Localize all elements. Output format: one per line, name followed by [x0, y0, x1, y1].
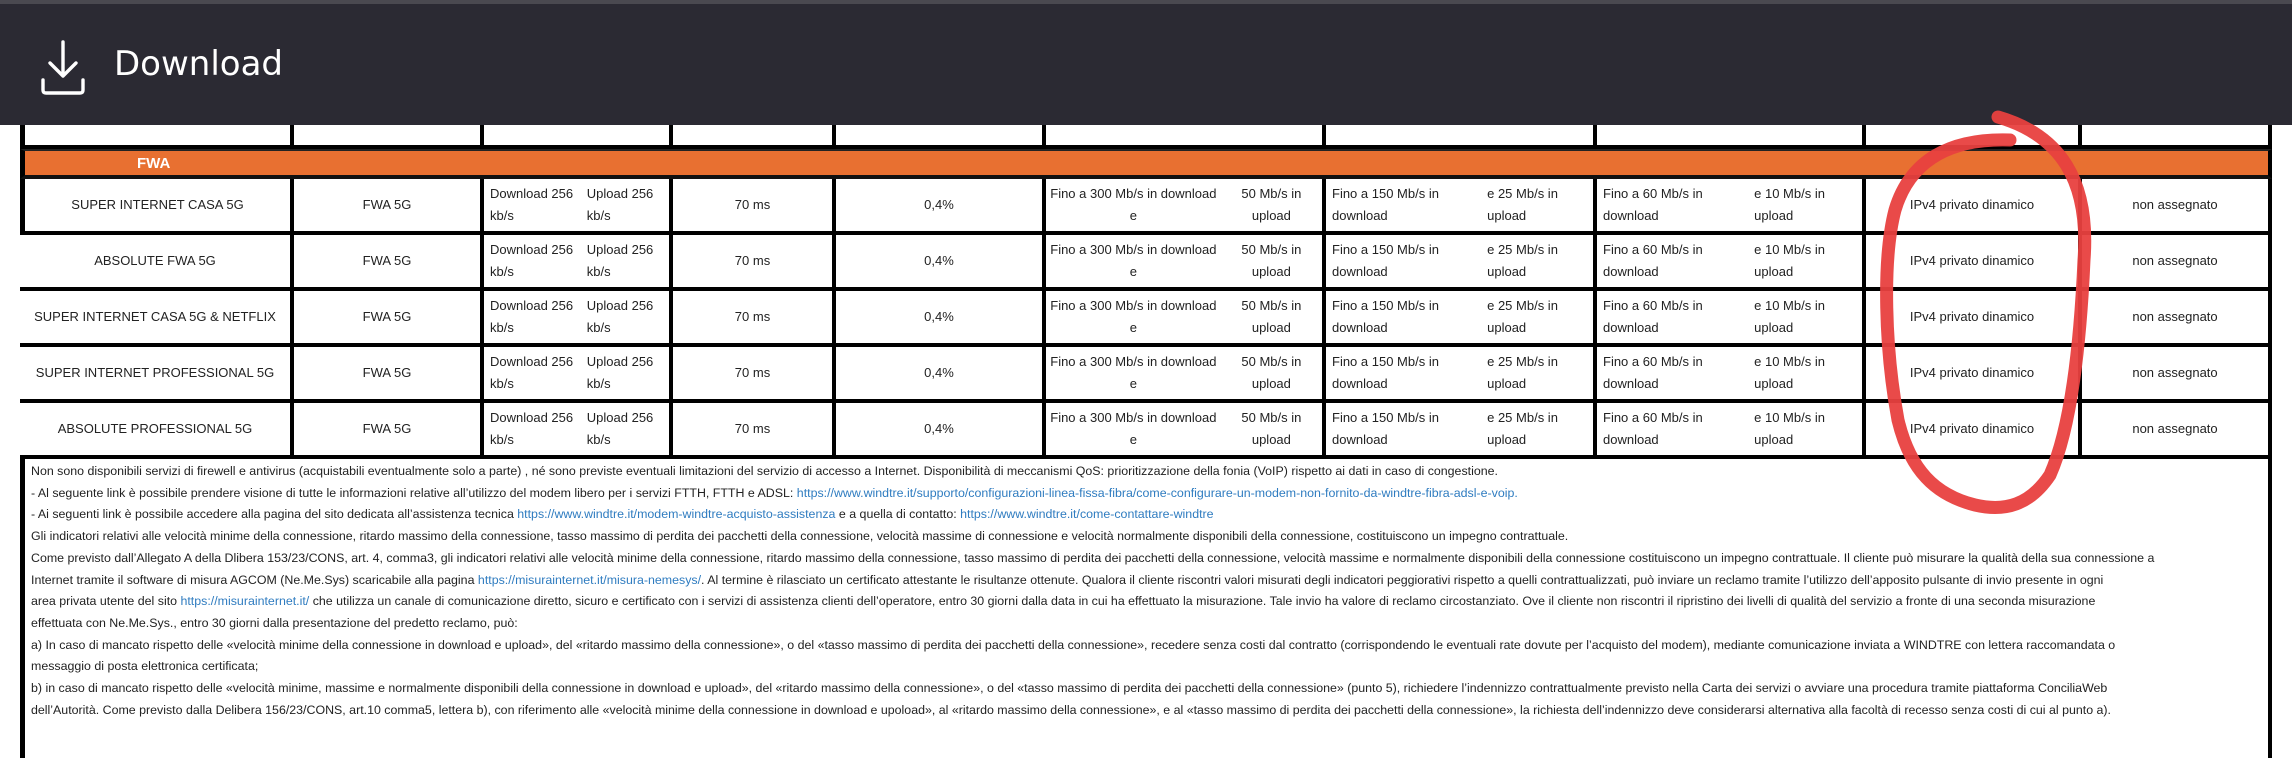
- note-text: - Al seguente link è possibile prendere visione di tutte le informazioni relative all’utilizzo del modem libero per i servizi FTTH, FTTH e ADSL:: [31, 485, 797, 500]
- offer-name-cell: [20, 347, 294, 403]
- cell-text: IPv4 privato dinamico: [1909, 253, 2035, 268]
- ip-type-cell: [1866, 403, 2082, 459]
- packet-loss-cell: [836, 291, 1046, 347]
- packet-loss-cell: [836, 347, 1046, 403]
- min-speed-cell: [484, 179, 673, 235]
- note-line: effettuata con Ne.Me.Sys., entro 30 giorni dalla presentazione del predetto reclamo, può:: [31, 615, 518, 630]
- cell-text: Upload 256 kb/s: [586, 186, 654, 223]
- cell-text: 0,4%: [924, 253, 954, 268]
- misurainternet-link[interactable]: https://misurainternet.it/: [180, 594, 310, 609]
- delay-cell: [673, 403, 836, 459]
- cell-text: 0,4%: [924, 365, 954, 380]
- section-header-fwa: [20, 149, 2272, 179]
- cell-text: e 10 Mb/s in upload: [1754, 298, 1825, 335]
- delay-cell: [673, 235, 836, 291]
- cell-text: 50 Mb/s in upload: [1241, 242, 1302, 279]
- ip-type-cell: [1866, 179, 2082, 235]
- cell-text: Fino a 300 Mb/s in download e: [1050, 354, 1217, 391]
- cell-text: Download 256 kb/s: [490, 186, 574, 223]
- cell-text: e 25 Mb/s in upload: [1487, 410, 1558, 447]
- cell-text: 70 ms: [734, 253, 771, 268]
- download-bar: [0, 0, 2292, 125]
- cell-text: 0,4%: [924, 309, 954, 324]
- offer-name-cell: [20, 291, 294, 347]
- cell-text: non assegnato: [2132, 197, 2218, 212]
- offer-name-cell: [20, 235, 294, 291]
- cell-text: non assegnato: [2132, 253, 2218, 268]
- cell-text: FWA 5G: [362, 253, 412, 268]
- note-line: messaggio di posta elettronica certificata;: [31, 659, 259, 674]
- normal-speed-cell: [1326, 347, 1597, 403]
- packet-loss-cell: [836, 179, 1046, 235]
- cell-text: IPv4 privato dinamico: [1909, 365, 2035, 380]
- note-line: [31, 591, 2268, 613]
- cell-text: Fino a 150 Mb/s in download: [1332, 242, 1439, 279]
- offers-table: [20, 179, 2272, 459]
- note-line: a) In caso di mancato rispetto delle «velocità minime della connessione in download e upload», del «ritardo massimo della connessione», o del «tasso massimo di perdita dei pacchetti della connessione», recedere senza costi dal contratto (corrispondendo le eventuali rate dovute per l’acquisto del modem), mediante comunicazione inviata a WINDTRE con lettera raccomandata o: [31, 637, 2116, 652]
- cell-text: Fino a 60 Mb/s in download: [1603, 242, 1703, 279]
- cell-text: Fino a 150 Mb/s in download: [1332, 298, 1439, 335]
- note-line: [31, 483, 2268, 505]
- technology-cell: [294, 347, 484, 403]
- cell-text: 50 Mb/s in upload: [1241, 354, 1302, 391]
- note-line: Gli indicatori relativi alle velocità minime della connessione, ritardo massimo della connessione, tasso massimo di perdita dei pacchetti della connessione, velocità massime di connessione e velocità normalmente disponibili della connessione, costituiscono un impegno contrattuale.: [31, 529, 1569, 544]
- cell-text: 70 ms: [734, 197, 771, 212]
- cell-text: Download 256 kb/s: [490, 410, 574, 447]
- note-line: [31, 504, 2268, 526]
- cell-text: FWA 5G: [362, 197, 412, 212]
- normal-speed-cell: [1326, 291, 1597, 347]
- cell-text: Fino a 60 Mb/s in download: [1603, 298, 1703, 335]
- technology-cell: [294, 179, 484, 235]
- assistance-link[interactable]: https://www.windtre.it/modem-windtre-acquisto-assistenza: [517, 507, 836, 522]
- cell-text: Upload 256 kb/s: [586, 298, 654, 335]
- delay-cell: [673, 347, 836, 403]
- cell-text: e 25 Mb/s in upload: [1487, 242, 1558, 279]
- max-speed-cell: [1046, 403, 1326, 459]
- low-speed-cell: [1597, 235, 1866, 291]
- cell-text: 50 Mb/s in upload: [1241, 410, 1302, 447]
- ip-type-cell: [1866, 235, 2082, 291]
- cell-text: Fino a 300 Mb/s in download e: [1050, 298, 1217, 335]
- low-speed-cell: [1597, 403, 1866, 459]
- cell-text: FWA 5G: [362, 365, 412, 380]
- packet-loss-cell: [836, 235, 1046, 291]
- cell-text: Fino a 300 Mb/s in download e: [1050, 186, 1217, 223]
- nemesys-link[interactable]: https://misurainternet.it/misura-nemesys/: [477, 572, 702, 587]
- note-line: Come previsto dall’Allegato A della Dlibera 153/23/CONS, art. 4, comma3, gli indicatori relativi alle velocità minime della connessione, ritardo massimo della connessione, tasso massimo di perdita dei pacchetti della connessione, velocità massime e normalmente disponibili della connessione costituiscono un impegno contrattuale. Il cliente può misurare la qualità della sua connessione a: [31, 550, 2155, 565]
- note-text: area privata utente del sito: [31, 594, 181, 609]
- ip-address-cell: [2082, 179, 2272, 235]
- cell-text: 70 ms: [734, 421, 771, 436]
- cell-text: Fino a 150 Mb/s in download: [1332, 186, 1439, 223]
- cell-text: Fino a 300 Mb/s in download e: [1050, 410, 1217, 447]
- cell-text: Fino a 150 Mb/s in download: [1332, 354, 1439, 391]
- cell-text: Fino a 60 Mb/s in download: [1603, 410, 1703, 447]
- cell-text: Download 256 kb/s: [490, 354, 574, 391]
- cell-text: FWA 5G: [362, 421, 412, 436]
- note-line: b) in caso di mancato rispetto delle «velocità minime, massime e normalmente disponibili della connessione in download e upload», del «ritardo massimo della connessione», o del «tasso massimo di perdita dei pacchetti della connessione» (punto 5), richiedere l’indennizzo contrattualmente previsto nella Carta dei servizi o avviare una procedura tramite piattaforma ConciliaWeb: [31, 681, 2108, 696]
- cell-text: e 10 Mb/s in upload: [1754, 410, 1825, 447]
- contact-link[interactable]: https://www.windtre.it/come-contattare-windtre: [960, 507, 1214, 522]
- max-speed-cell: [1046, 235, 1326, 291]
- cell-text: 70 ms: [734, 309, 771, 324]
- note-text: . Al termine è rilasciato un certificato attestante le risultanze ottenute. Qualora il cliente riscontri valori misurati degli indicatori peggiorativi rispetto a quelli contrattualizzati, può inviare un reclamo tramite l’utilizzo dell’apposito pulsante di invio presente in ogni: [701, 572, 2104, 587]
- max-speed-cell: [1046, 347, 1326, 403]
- ip-address-cell: [2082, 347, 2272, 403]
- offer-name-cell: [20, 403, 294, 459]
- cell-text: Fino a 60 Mb/s in download: [1603, 354, 1703, 391]
- min-speed-cell: [484, 235, 673, 291]
- technology-cell: [294, 291, 484, 347]
- cell-text: 0,4%: [924, 197, 954, 212]
- min-speed-cell: [484, 403, 673, 459]
- ip-address-cell: [2082, 291, 2272, 347]
- cell-text: Fino a 300 Mb/s in download e: [1050, 242, 1217, 279]
- low-speed-cell: [1597, 179, 1866, 235]
- ip-type-cell: [1866, 291, 2082, 347]
- note-text: e a quella di contatto:: [835, 507, 961, 522]
- ip-address-cell: [2082, 403, 2272, 459]
- cell-text: IPv4 privato dinamico: [1909, 197, 2035, 212]
- cell-text: IPv4 privato dinamico: [1909, 309, 2035, 324]
- cell-text: Upload 256 kb/s: [586, 242, 654, 279]
- technology-cell: [294, 235, 484, 291]
- cell-text: ABSOLUTE PROFESSIONAL 5G: [57, 421, 253, 436]
- max-speed-cell: [1046, 179, 1326, 235]
- note-line: Non sono disponibili servizi di firewell e antivirus (acquistabili eventualmente solo a parte) , né sono previste eventuali limitazioni del servizio di accesso a Internet. Disponibilità di meccanismi QoS: prioritizzazione della fonia (VoIP) rispetto ai dati in caso di congestione.: [31, 464, 1498, 478]
- delay-cell: [673, 291, 836, 347]
- cell-text: ABSOLUTE FWA 5G: [94, 253, 216, 268]
- modem-info-link[interactable]: https://www.windtre.it/supporto/configurazioni-linea-fissa-fibra/come-configurare-un-modem-non-fornito-da-windtre-fibra-adsl-e-voip.: [796, 485, 1518, 500]
- cell-text: 50 Mb/s in upload: [1241, 186, 1302, 223]
- cell-text: 70 ms: [734, 365, 771, 380]
- cell-text: Fino a 60 Mb/s in download: [1603, 186, 1703, 223]
- technology-cell: [294, 403, 484, 459]
- cell-text: Upload 256 kb/s: [586, 410, 654, 447]
- note-line: [31, 570, 2268, 592]
- max-speed-cell: [1046, 291, 1326, 347]
- low-speed-cell: [1597, 347, 1866, 403]
- normal-speed-cell: [1326, 179, 1597, 235]
- ip-address-cell: [2082, 235, 2272, 291]
- cell-text: e 10 Mb/s in upload: [1754, 354, 1825, 391]
- cell-text: SUPER INTERNET CASA 5G: [71, 197, 244, 212]
- low-speed-cell: [1597, 291, 1866, 347]
- cell-text: e 25 Mb/s in upload: [1487, 186, 1558, 223]
- cell-text: Upload 256 kb/s: [586, 354, 654, 391]
- cell-text: e 25 Mb/s in upload: [1487, 354, 1558, 391]
- cell-text: 50 Mb/s in upload: [1241, 298, 1302, 335]
- min-speed-cell: [484, 347, 673, 403]
- cell-text: IPv4 privato dinamico: [1909, 421, 2035, 436]
- cell-text: SUPER INTERNET PROFESSIONAL 5G: [35, 365, 275, 380]
- cell-text: Download 256 kb/s: [490, 298, 574, 335]
- note-text: che utilizza un canale di comunicazione diretto, sicuro e certificato con i servizi di assistenza clienti dell’operatore, entro 30 giorni dalla data in cui ha effettuato la misurazione. Tale invio ha valore di reclamo circostanziato. Ove il cliente non riscontri il ripristino dei livelli di qualità del servizio a fronte di una seconda misurazione: [309, 594, 2096, 609]
- cell-text: non assegnato: [2132, 421, 2218, 436]
- ip-type-cell: [1866, 347, 2082, 403]
- packet-loss-cell: [836, 403, 1046, 459]
- normal-speed-cell: [1326, 403, 1597, 459]
- cell-text: FWA 5G: [362, 309, 412, 324]
- cell-text: SUPER INTERNET CASA 5G & NETFLIX: [34, 309, 276, 324]
- normal-speed-cell: [1326, 235, 1597, 291]
- cell-text: e 10 Mb/s in upload: [1754, 242, 1825, 279]
- note-line: dell’Autorità. Come previsto dalla Delibera 156/23/CONS, art.10 comma5, lettera b), con riferimento alle «velocità minime della connessione in download e upoload», al «ritardo massimo della connessione», e al «tasso massimo di perdita dei pacchetti della connessione», la richiesta dell’indennizzo deve considerarsi alternativa alla facoltà di recesso senza costi di cui al punto a).: [31, 702, 2111, 717]
- download-title[interactable]: Download: [114, 44, 284, 84]
- delay-cell: [673, 179, 836, 235]
- notes-block: [20, 458, 2272, 758]
- min-speed-cell: [484, 291, 673, 347]
- note-text: - Ai seguenti link è possibile accedere alla pagina del sito dedicata all’assistenza tecnica: [31, 507, 518, 522]
- cell-text: non assegnato: [2132, 365, 2218, 380]
- cell-text: e 10 Mb/s in upload: [1754, 186, 1825, 223]
- download-icon[interactable]: [40, 40, 86, 96]
- cell-text: e 25 Mb/s in upload: [1487, 298, 1558, 335]
- cell-text: 0,4%: [924, 421, 954, 436]
- note-text: Internet tramite il software di misura AGCOM (Ne.Me.Sys) scaricabile alla pagina: [31, 572, 478, 587]
- cell-text: non assegnato: [2132, 309, 2218, 324]
- offer-name-cell: [20, 179, 294, 235]
- cell-text: Download 256 kb/s: [490, 242, 574, 279]
- cell-text: Fino a 150 Mb/s in download: [1332, 410, 1439, 447]
- section-label: FWA: [137, 155, 171, 172]
